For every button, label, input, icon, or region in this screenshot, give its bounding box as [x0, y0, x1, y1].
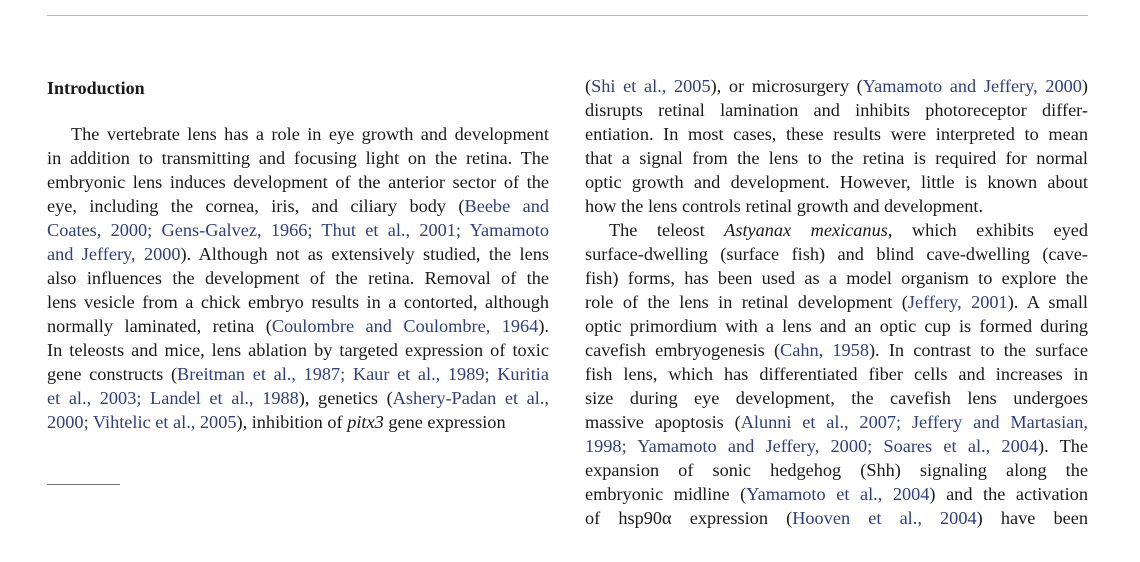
right-text-column — [585, 74, 1088, 530]
citation-link[interactable]: Breitman et al., 1987; Kaur et al., 1989; Kuritia — [177, 364, 549, 384]
text-line — [47, 122, 549, 146]
citation-link[interactable]: Coulombre and Coulombre, 1964 — [271, 316, 539, 336]
italic-text: Astyanax mexicanus — [724, 220, 888, 240]
text-run: in addition to transmitting and focusing light on the retina. The — [47, 148, 549, 168]
text-run: gene constructs ( — [47, 364, 178, 384]
text-run: entiation. In most cases, these results were interpreted to mean — [585, 124, 1088, 144]
citation-link[interactable]: Yamamoto and Jeffery, 2000 — [862, 76, 1082, 96]
text-line — [585, 410, 1088, 434]
citation-link[interactable]: 1998; Yamamoto and Jeffery, 2000; Soares et al., 2004 — [585, 436, 1038, 456]
text-line — [47, 386, 549, 410]
text-line — [585, 74, 1088, 98]
footnote-rule — [47, 484, 120, 485]
text-line — [585, 290, 1088, 314]
citation-link[interactable]: Shi et al., 2005 — [591, 76, 711, 96]
text-line — [47, 242, 549, 266]
text-run: optic primordium with a lens and an optic cup is formed during — [585, 316, 1088, 336]
text-run: The vertebrate lens has a role in eye growth and development — [71, 124, 549, 144]
text-run: ), genetics ( — [298, 388, 393, 408]
text-line — [47, 194, 549, 218]
text-line — [585, 434, 1088, 458]
header-rule — [47, 15, 1088, 16]
text-run: lens vesicle from a chick embryo results in a contorted, although — [47, 292, 549, 312]
text-line — [47, 146, 549, 170]
citation-link[interactable]: Ashery-Padan et al., — [392, 388, 549, 408]
text-run: size during eye development, the cavefish lens undergoes — [585, 388, 1088, 408]
text-run: optic growth and development. However, little is known about — [585, 172, 1088, 192]
text-run: ) have been — [976, 508, 1089, 528]
text-run: embryonic midline ( — [585, 484, 747, 504]
text-run: ). Although not as extensively studied, the lens — [180, 244, 549, 264]
citation-link[interactable]: et al., 2003; Landel et al., 1988 — [47, 388, 299, 408]
text-run: role of the lens in retinal development ( — [585, 292, 908, 312]
text-run: ). — [538, 316, 549, 336]
text-line — [47, 362, 549, 386]
italic-text: pitx3 — [347, 412, 384, 432]
text-line — [585, 386, 1088, 410]
text-line — [47, 290, 549, 314]
text-run: The teleost — [609, 220, 725, 240]
citation-link[interactable]: Beebe and — [464, 196, 549, 216]
citation-link[interactable]: 2000; Vihtelic et al., 2005 — [47, 412, 237, 432]
text-run: massive apoptosis ( — [585, 412, 741, 432]
text-line — [585, 194, 1088, 218]
text-run: embryonic lens induces development of the anterior sector of the — [47, 172, 549, 192]
left-text-column — [47, 122, 549, 434]
text-run: that a signal from the lens to the retina is required for normal — [585, 148, 1088, 168]
text-line — [47, 170, 549, 194]
text-run: ). The — [1038, 436, 1088, 456]
text-run: how the lens controls retinal growth and development. — [585, 196, 984, 216]
text-line — [585, 242, 1088, 266]
text-line — [47, 410, 549, 434]
citation-link[interactable]: Hooven et al., 2004 — [792, 508, 977, 528]
text-line — [585, 98, 1088, 122]
citation-link[interactable]: Alunni et al., 2007; Jeffery and Martasian, — [740, 412, 1088, 432]
text-line — [585, 314, 1088, 338]
text-run: fish) forms, has been used as a model organism to explore the — [585, 268, 1088, 288]
text-run: ), inhibition of — [236, 412, 348, 432]
citation-link[interactable]: Jeffery, 2001 — [907, 292, 1008, 312]
text-run: expansion of sonic hedgehog (Shh) signaling along the — [585, 460, 1088, 480]
text-run: ) — [1081, 76, 1089, 96]
text-run: In teleosts and mice, lens ablation by targeted expression of toxic — [47, 340, 549, 360]
text-line — [585, 146, 1088, 170]
text-line — [47, 314, 549, 338]
text-line — [47, 266, 549, 290]
text-line — [585, 482, 1088, 506]
text-run: ( — [585, 76, 592, 96]
text-run: surface-dwelling (surface fish) and blind cave-dwelling (cave- — [585, 244, 1088, 264]
text-line — [585, 170, 1088, 194]
text-run: gene expression — [383, 412, 506, 432]
citation-link[interactable]: Yamamoto et al., 2004 — [746, 484, 930, 504]
text-run: ), or microsurgery ( — [710, 76, 863, 96]
text-line — [47, 218, 549, 242]
text-run: eye, including the cornea, iris, and ciliary body ( — [47, 196, 465, 216]
citation-link[interactable]: Coates, 2000; Gens-Galvez, 1966; Thut et al., 2001; Yamamoto — [47, 220, 549, 240]
text-run: normally laminated, retina ( — [47, 316, 272, 336]
text-line — [585, 458, 1088, 482]
citation-link[interactable]: Cahn, 1958 — [780, 340, 869, 360]
section-heading: Introduction — [47, 78, 145, 98]
text-line — [585, 338, 1088, 362]
text-run: ). A small — [1007, 292, 1088, 312]
text-line — [585, 362, 1088, 386]
text-run: of hsp90α expression ( — [585, 508, 793, 528]
text-run: cavefish embryogenesis ( — [585, 340, 781, 360]
text-line — [585, 218, 1088, 242]
text-line — [585, 266, 1088, 290]
text-run: disrupts retinal lamination and inhibits photoreceptor differ- — [585, 100, 1088, 120]
text-run: fish lens, which has differentiated fiber cells and increases in — [585, 364, 1088, 384]
text-line — [585, 506, 1088, 530]
text-run: ). In contrast to the surface — [868, 340, 1089, 360]
text-line — [585, 122, 1088, 146]
text-line — [47, 338, 549, 362]
text-run: also influences the development of the retina. Removal of the — [47, 268, 549, 288]
text-run: ) and the activation — [929, 484, 1089, 504]
text-run: , which exhibits eyed — [887, 220, 1088, 240]
citation-link[interactable]: and Jeffery, 2000 — [47, 244, 181, 264]
